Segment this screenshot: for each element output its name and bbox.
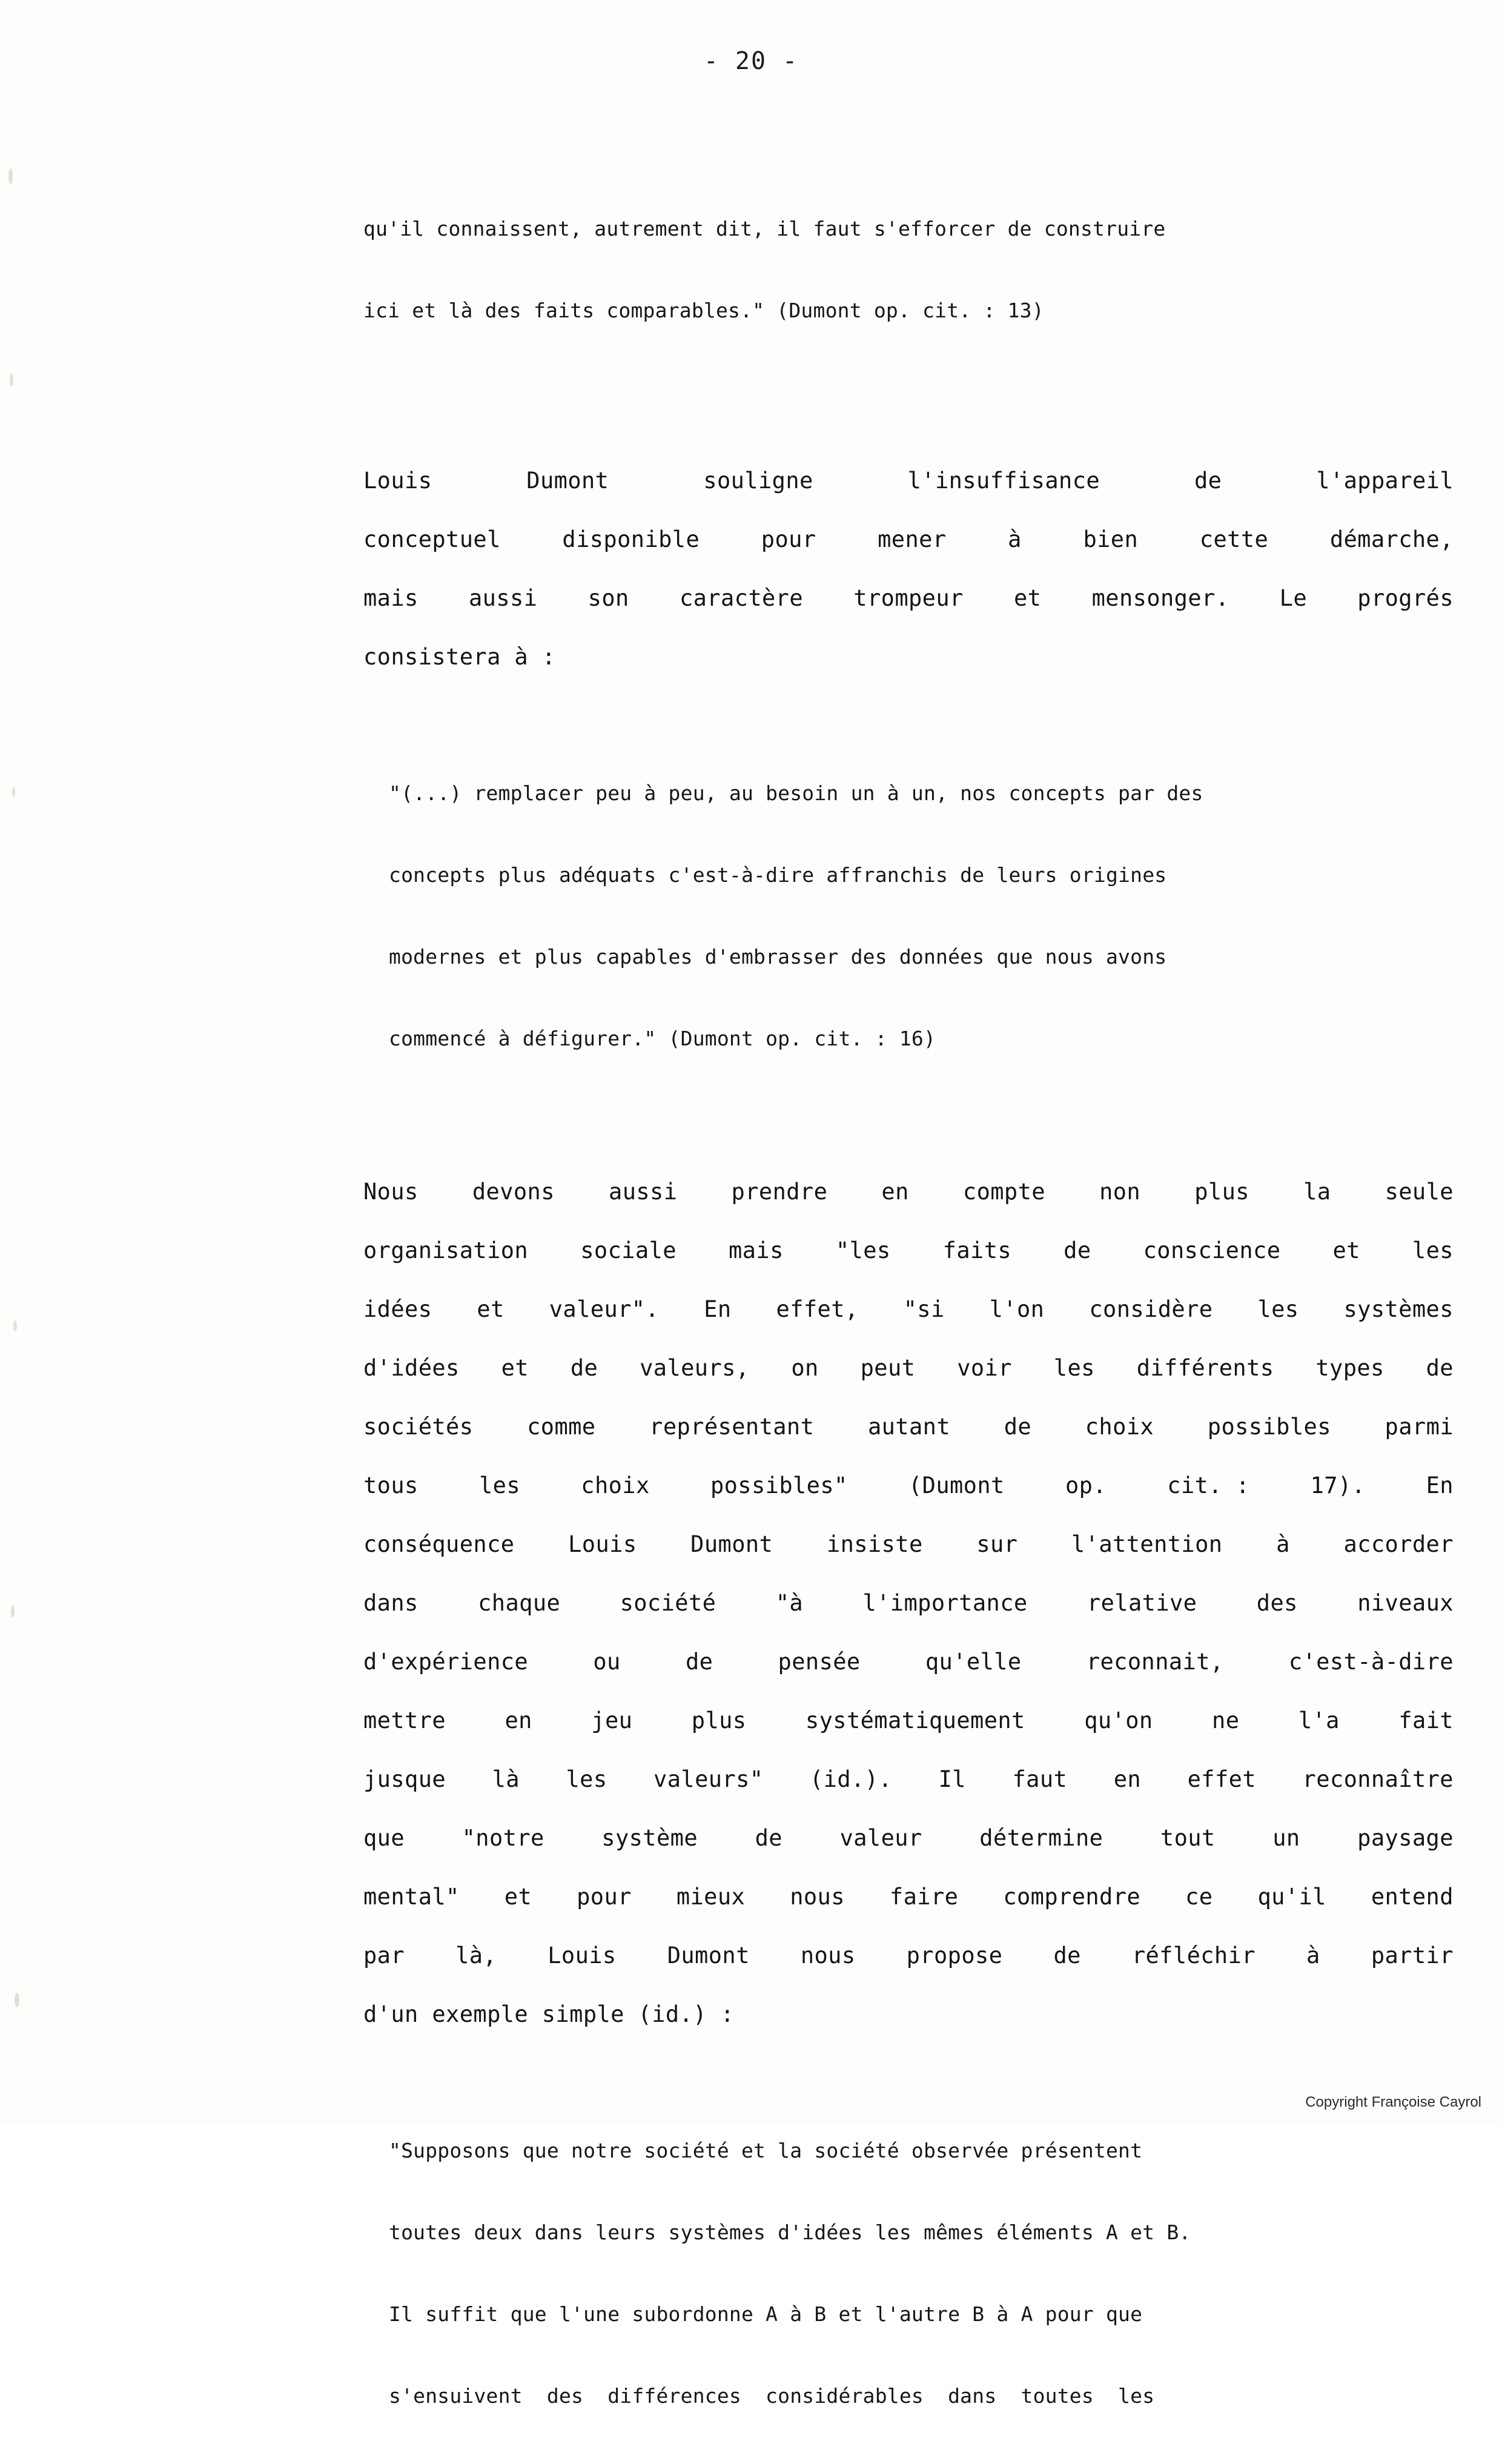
word: types xyxy=(1315,1355,1385,1381)
word: l'attention xyxy=(1071,1531,1223,1557)
paragraph-line xyxy=(363,1926,1454,1985)
word: c'est-à-dire xyxy=(1288,1649,1454,1675)
word: pour xyxy=(761,526,816,552)
word: voir xyxy=(957,1355,1012,1381)
word: à xyxy=(1008,526,1022,552)
paragraph-line xyxy=(363,1515,1454,1574)
word: l'a xyxy=(1298,1707,1340,1734)
word: considère xyxy=(1089,1296,1213,1322)
word: et xyxy=(504,1884,532,1910)
scan-speck xyxy=(8,168,13,184)
word: aussi xyxy=(468,585,538,611)
quote-line: toutes deux dans leurs systèmes d'idées les mêmes éléments A et B. xyxy=(389,2221,1191,2244)
quote-line: qu'il connaissent, autrement dit, il faut s'efforcer de construire xyxy=(363,217,1166,240)
word: les xyxy=(1412,1237,1454,1263)
word: disponible xyxy=(562,526,700,552)
word: qu'elle xyxy=(925,1649,1022,1675)
word: mais xyxy=(363,585,419,611)
word: (Dumont xyxy=(908,1472,1005,1499)
word: on xyxy=(791,1355,819,1381)
paragraph-line xyxy=(363,1632,1454,1691)
block-gap xyxy=(363,1107,1454,1162)
word: là, xyxy=(455,1942,497,1969)
word: les xyxy=(1053,1355,1095,1381)
paragraph-line xyxy=(363,451,1454,510)
word: jusque xyxy=(363,1766,446,1792)
word: aussi xyxy=(609,1179,678,1205)
word: l'appareil xyxy=(1316,468,1454,494)
word: effet, xyxy=(776,1296,859,1322)
word: possibles xyxy=(1207,1414,1331,1440)
word: de xyxy=(570,1355,598,1381)
word: 17). xyxy=(1310,1472,1366,1499)
word: parmi xyxy=(1385,1414,1454,1440)
quote-line: "Supposons que notre société et la société observée présentent xyxy=(389,2139,1143,2162)
word: société xyxy=(620,1590,716,1616)
word: mental" xyxy=(363,1884,460,1910)
word: d'idées xyxy=(363,1355,460,1381)
word: reconnait, xyxy=(1086,1649,1224,1675)
word: démarche, xyxy=(1329,526,1454,552)
word: que xyxy=(363,1825,405,1851)
word: fait xyxy=(1398,1707,1454,1734)
word: de xyxy=(755,1825,782,1851)
word: de xyxy=(1064,1237,1091,1263)
word: tous xyxy=(363,1472,419,1499)
paragraph-line xyxy=(363,1456,1454,1515)
word: faire xyxy=(889,1884,959,1910)
word: bien xyxy=(1083,526,1139,552)
word: valeur xyxy=(839,1825,922,1851)
word: et xyxy=(501,1355,529,1381)
word: peut xyxy=(860,1355,916,1381)
word: système xyxy=(601,1825,698,1851)
page-number: - 20 - xyxy=(703,47,799,75)
word: mettre xyxy=(363,1707,446,1734)
word: les xyxy=(566,1766,607,1792)
word: ou xyxy=(593,1649,621,1675)
scan-speck xyxy=(13,1320,17,1331)
paragraph-nous-devons xyxy=(363,1162,1454,2044)
word: l'insuffisance xyxy=(907,468,1100,494)
word: détermine xyxy=(979,1825,1103,1851)
word: choix xyxy=(581,1472,650,1499)
paragraph-line xyxy=(363,1221,1454,1280)
word: "les xyxy=(835,1237,891,1263)
word: faits xyxy=(942,1237,1012,1263)
word: autant xyxy=(867,1414,951,1440)
word: Dumont xyxy=(667,1942,750,1969)
word: seule xyxy=(1385,1179,1454,1205)
scan-speck xyxy=(10,373,13,386)
word: niveaux xyxy=(1357,1590,1454,1616)
word: la xyxy=(1303,1179,1331,1205)
word: valeurs" xyxy=(653,1766,764,1792)
paragraph-dumont xyxy=(363,451,1454,686)
quote-line: Il suffit que l'une subordonne A à B et l'autre B à A pour que xyxy=(389,2302,1143,2326)
word: (id.). xyxy=(810,1766,893,1792)
paragraph-line: d'un exemple simple (id.) : xyxy=(363,2001,735,2027)
block-gap xyxy=(363,686,1454,725)
word: Louis xyxy=(568,1531,637,1557)
word: nous xyxy=(790,1884,845,1910)
word: effet xyxy=(1187,1766,1257,1792)
word: partir xyxy=(1371,1942,1454,1969)
paragraph-line xyxy=(363,1280,1454,1339)
word: Dumont xyxy=(690,1531,773,1557)
word: jeu xyxy=(591,1707,633,1734)
word: dans xyxy=(363,1590,419,1616)
block-gap xyxy=(363,379,1454,451)
word: plus xyxy=(1194,1179,1249,1205)
word: organisation xyxy=(363,1237,529,1263)
word: En xyxy=(1426,1472,1454,1499)
word: prendre xyxy=(731,1179,828,1205)
word: réfléchir xyxy=(1131,1942,1256,1969)
word: conceptuel xyxy=(363,526,501,552)
word: mieux xyxy=(676,1884,746,1910)
paragraph-line xyxy=(363,1397,1454,1456)
word: là xyxy=(492,1766,520,1792)
word: un xyxy=(1272,1825,1300,1851)
paragraph-line xyxy=(363,1691,1454,1750)
word: accorder xyxy=(1343,1531,1454,1557)
word: valeurs, xyxy=(640,1355,750,1381)
word: cit. : xyxy=(1167,1472,1250,1499)
word: et xyxy=(477,1296,505,1322)
word: relative xyxy=(1087,1590,1197,1616)
word: "à xyxy=(775,1590,804,1616)
word: l'importance xyxy=(862,1590,1028,1616)
word: de xyxy=(685,1649,713,1675)
word: des xyxy=(1256,1590,1298,1616)
word: en xyxy=(505,1707,532,1734)
quote-block-remplacer xyxy=(363,725,1454,1107)
word: à xyxy=(1306,1942,1320,1969)
word: représentant xyxy=(649,1414,815,1440)
quote-block-supposons xyxy=(363,2082,1454,2464)
word: souligne xyxy=(703,468,813,494)
word: l'on xyxy=(989,1296,1045,1322)
quote-line: modernes et plus capables d'embrasser des données que nous avons xyxy=(389,945,1167,969)
paragraph-line xyxy=(363,510,1454,569)
quote-line: ici et là des faits comparables." (Dumont op. cit. : 13) xyxy=(363,299,1044,322)
word: tout xyxy=(1160,1825,1216,1851)
word: et xyxy=(1013,585,1042,611)
word: Il xyxy=(938,1766,966,1792)
word: En xyxy=(704,1296,732,1322)
word: Nous xyxy=(363,1179,419,1205)
word: de xyxy=(1426,1355,1454,1381)
word: en xyxy=(881,1179,909,1205)
word: qu'on xyxy=(1084,1707,1153,1734)
word: trompeur xyxy=(853,585,964,611)
word: Louis xyxy=(548,1942,617,1969)
word: par xyxy=(363,1942,405,1969)
word: différents xyxy=(1136,1355,1274,1381)
word: les xyxy=(478,1472,521,1499)
word: paysage xyxy=(1357,1825,1454,1851)
word: en xyxy=(1113,1766,1142,1792)
word: possibles" xyxy=(710,1472,848,1499)
quote-line: commencé à défigurer." (Dumont op. cit. : 16) xyxy=(389,1027,936,1050)
word: chaque xyxy=(478,1590,561,1616)
paragraph-line xyxy=(363,569,1454,628)
word: systèmes xyxy=(1343,1296,1454,1322)
word: qu'il xyxy=(1257,1884,1326,1910)
scan-speck xyxy=(11,1605,15,1617)
scan-speck xyxy=(15,1993,19,2007)
word: cette xyxy=(1199,526,1269,552)
quote-line: concepts plus adéquats c'est-à-dire affranchis de leurs origines xyxy=(389,863,1167,887)
word: valeur". xyxy=(549,1296,660,1322)
word: progrés xyxy=(1357,585,1454,611)
word: de xyxy=(1004,1414,1032,1440)
paragraph-line xyxy=(363,1867,1454,1926)
quote-line: s'ensuivent des différences considérables dans toutes les xyxy=(389,2384,1155,2408)
word: propose xyxy=(906,1942,1003,1969)
word: comme xyxy=(527,1414,596,1440)
word: mensonger. xyxy=(1091,585,1229,611)
word: idées xyxy=(363,1296,432,1322)
word: sociale xyxy=(580,1237,677,1263)
copyright-notice: Copyright Françoise Cayrol xyxy=(1305,2094,1481,2110)
word: ce xyxy=(1185,1884,1213,1910)
word: devons xyxy=(472,1179,555,1205)
word: pensée xyxy=(778,1649,861,1675)
block-gap xyxy=(363,2044,1454,2082)
word: sur xyxy=(976,1531,1018,1557)
paragraph-line xyxy=(363,1339,1454,1397)
word: mais xyxy=(729,1237,784,1263)
word: "si xyxy=(903,1296,945,1322)
word: comprendre xyxy=(1003,1884,1141,1910)
word: et xyxy=(1332,1237,1360,1263)
word: systématiquement xyxy=(805,1707,1025,1734)
word: son xyxy=(587,585,629,611)
word: choix xyxy=(1085,1414,1154,1440)
word: non xyxy=(1099,1179,1141,1205)
paragraph-line xyxy=(363,1750,1454,1809)
word: plus xyxy=(691,1707,747,1734)
word: les xyxy=(1257,1296,1299,1322)
paragraph-line xyxy=(363,1809,1454,1867)
scan-speck xyxy=(12,787,15,797)
paragraph-line xyxy=(363,1574,1454,1632)
word: compte xyxy=(962,1179,1045,1205)
word: sociétés xyxy=(363,1414,474,1440)
word: op. xyxy=(1065,1472,1107,1499)
word: d'expérience xyxy=(363,1649,529,1675)
word: Louis xyxy=(363,468,432,494)
word: Le xyxy=(1279,585,1307,611)
word: à xyxy=(1276,1531,1290,1557)
word: caractère xyxy=(679,585,804,611)
quote-line: "(...) remplacer peu à peu, au besoin un à un, nos concepts par des xyxy=(389,781,1203,805)
word: reconnaître xyxy=(1302,1766,1454,1792)
word: nous xyxy=(800,1942,856,1969)
word: Dumont xyxy=(526,468,609,494)
word: faut xyxy=(1012,1766,1068,1792)
paragraph-line: consistera à : xyxy=(363,644,556,670)
word: entend xyxy=(1371,1884,1454,1910)
quote-block-top xyxy=(363,161,1454,379)
word: "notre xyxy=(462,1825,544,1851)
paragraph-line xyxy=(363,1162,1454,1221)
word: conscience xyxy=(1143,1237,1281,1263)
word: insiste xyxy=(826,1531,923,1557)
word: de xyxy=(1194,468,1222,494)
word: pour xyxy=(577,1884,632,1910)
word: conséquence xyxy=(363,1531,515,1557)
word: mener xyxy=(878,526,947,552)
word: de xyxy=(1053,1942,1081,1969)
word: ne xyxy=(1212,1707,1240,1734)
page-content xyxy=(363,161,1454,2464)
